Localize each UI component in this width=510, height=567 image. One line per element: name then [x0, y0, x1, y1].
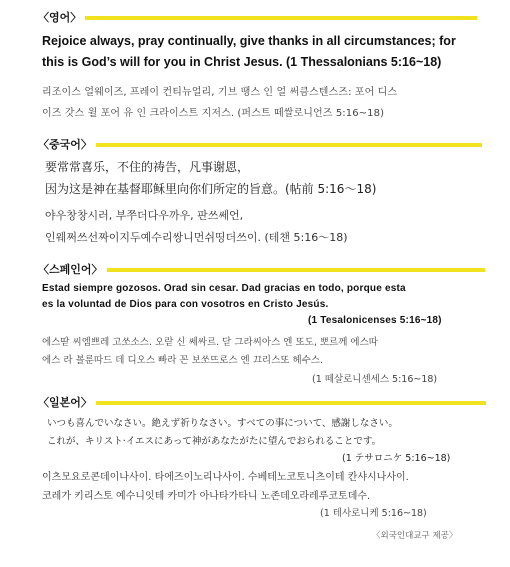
spanish-pronunciation-reference: (1 떼살로니센세스 5:16~18) [312, 374, 438, 385]
japanese-verse-line: これが、キリスト·イエスにあって神があなたがたに望んでおられることです。 [47, 436, 382, 447]
section-header-spanish [38, 262, 485, 278]
chinese-verse-line: 因为这是神在基督耶稣里向你们所定的旨意。(帖前 5:16～18) [45, 182, 377, 196]
english-pronunciation-line: 리조이스 얼웨이즈, 프레이 컨티뉴얼리, 기브 땡스 인 얼 써큼스텐스즈: 포어 디스 [42, 87, 398, 98]
english-pronunciation-line: 이즈 갓스 윌 포어 유 인 크라이스트 지저스. (퍼스트 떼쌀로니언즈 5:16~18) [42, 108, 385, 119]
yellow-rule [107, 268, 485, 272]
english-verse-line: Rejoice always, pray continually, give thanks in all circumstances; for [42, 34, 456, 48]
section-header-japanese [38, 395, 486, 411]
japanese-pronunciation-line: 이츠모요로콘데이나사이. 타에즈이노리나사이. 수베테노코토니츠이테 칸샤시나사이. [42, 472, 409, 483]
source-credit: 〈외국인대교구 제공〉 [372, 531, 458, 541]
spanish-verse-line: Estad siempre gozosos. Orad sin cesar. Dad gracias en todo, porque esta [42, 283, 406, 294]
spanish-pronunciation-line: 에스딷 씨엠쁘레 고쏘소스. 오랃 신 쎄싸르. 닫 그라씨아스 엔 또도, 뽀르께 에스따 [42, 337, 378, 348]
chinese-pronunciation-line: 인웨쩌쓰선짜이지두예수리쌍니먼쉬띵더쓰이. (테챈 5:16～18) [45, 231, 348, 244]
section-header-chinese [38, 137, 482, 153]
spanish-reference: (1 Tesalonicenses 5:16~18) [308, 315, 442, 326]
chinese-pronunciation-line: 야우창창시러, 부쭈더다우까우, 판쓰쎄언, [45, 209, 244, 222]
chinese-verse-line: 要常常喜乐，不住的祷告，凡事谢恩， [45, 160, 250, 174]
spanish-pronunciation-line: 에스 라 볼룬따드 데 디오스 빠라 꼰 보쏘뜨로스 엔 끄리스또 헤수스. [42, 355, 323, 366]
section-label: 〈중국어〉 [38, 138, 92, 151]
section-label: 〈영어〉 [38, 11, 82, 24]
spanish-verse-line: es la voluntad de Dios para con vosotros en Cristo Jesús. [42, 299, 329, 310]
section-header-english [38, 10, 477, 26]
section-label: 〈스페인어〉 [38, 263, 103, 276]
yellow-rule [85, 16, 477, 20]
yellow-rule [96, 401, 486, 405]
japanese-pronunciation-line: 코레가 키리스토 예수니잇테 카미가 아나타가타니 노존데오라레루코토데수. [42, 491, 371, 502]
japanese-pronunciation-reference: (1 테사로니케 5:16~18) [320, 508, 427, 519]
japanese-verse-line: いつも喜んでいなさい。絶えず祈りなさい。すべての事について、感謝しなさい。 [47, 418, 398, 429]
japanese-reference: (1 テサロニケ 5:16~18) [342, 453, 451, 464]
yellow-rule [96, 143, 482, 147]
english-verse-line: this is God’s will for you in Christ Jesus. (1 Thessalonians 5:16~18) [42, 55, 442, 69]
section-label: 〈일본어〉 [38, 396, 92, 409]
